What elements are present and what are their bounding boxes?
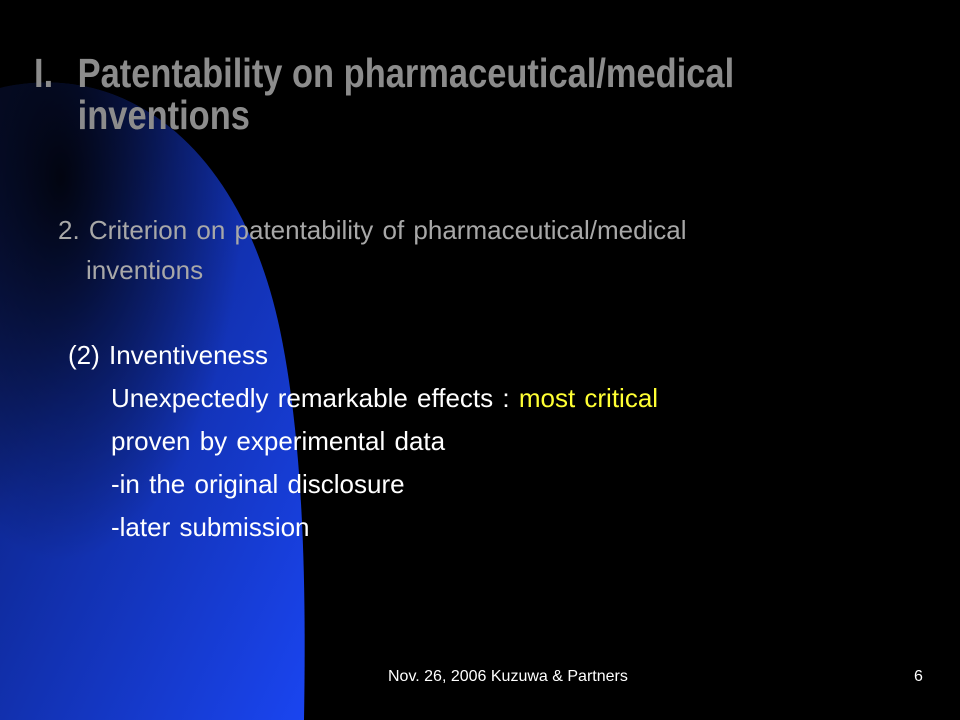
body-line-2: proven by experimental data xyxy=(111,426,446,456)
section-subtitle xyxy=(58,210,878,290)
title-line-2: inventions xyxy=(77,92,250,138)
title-number: I. xyxy=(34,50,54,96)
body-line-1-text: Unexpectedly remarkable effects : xyxy=(111,383,519,413)
subtitle-line-2: inventions xyxy=(86,255,204,285)
highlight-text: most critical xyxy=(518,383,659,413)
slide-title xyxy=(34,52,790,136)
body-line-3: -in the original disclosure xyxy=(111,469,405,499)
title-line-1: Patentability on pharmaceutical/medical xyxy=(77,50,735,96)
body-line-4: -later submission xyxy=(111,512,310,542)
page-number: 6 xyxy=(914,668,923,685)
subtitle-line-1: 2. Criterion on patentability of pharmaceutical/medical xyxy=(58,215,687,245)
body-content xyxy=(68,334,888,549)
body-line-1 xyxy=(68,377,888,420)
footer-text: Nov. 26, 2006 Kuzuwa & Partners xyxy=(388,668,628,685)
body-heading: (2) Inventiveness xyxy=(68,340,268,370)
